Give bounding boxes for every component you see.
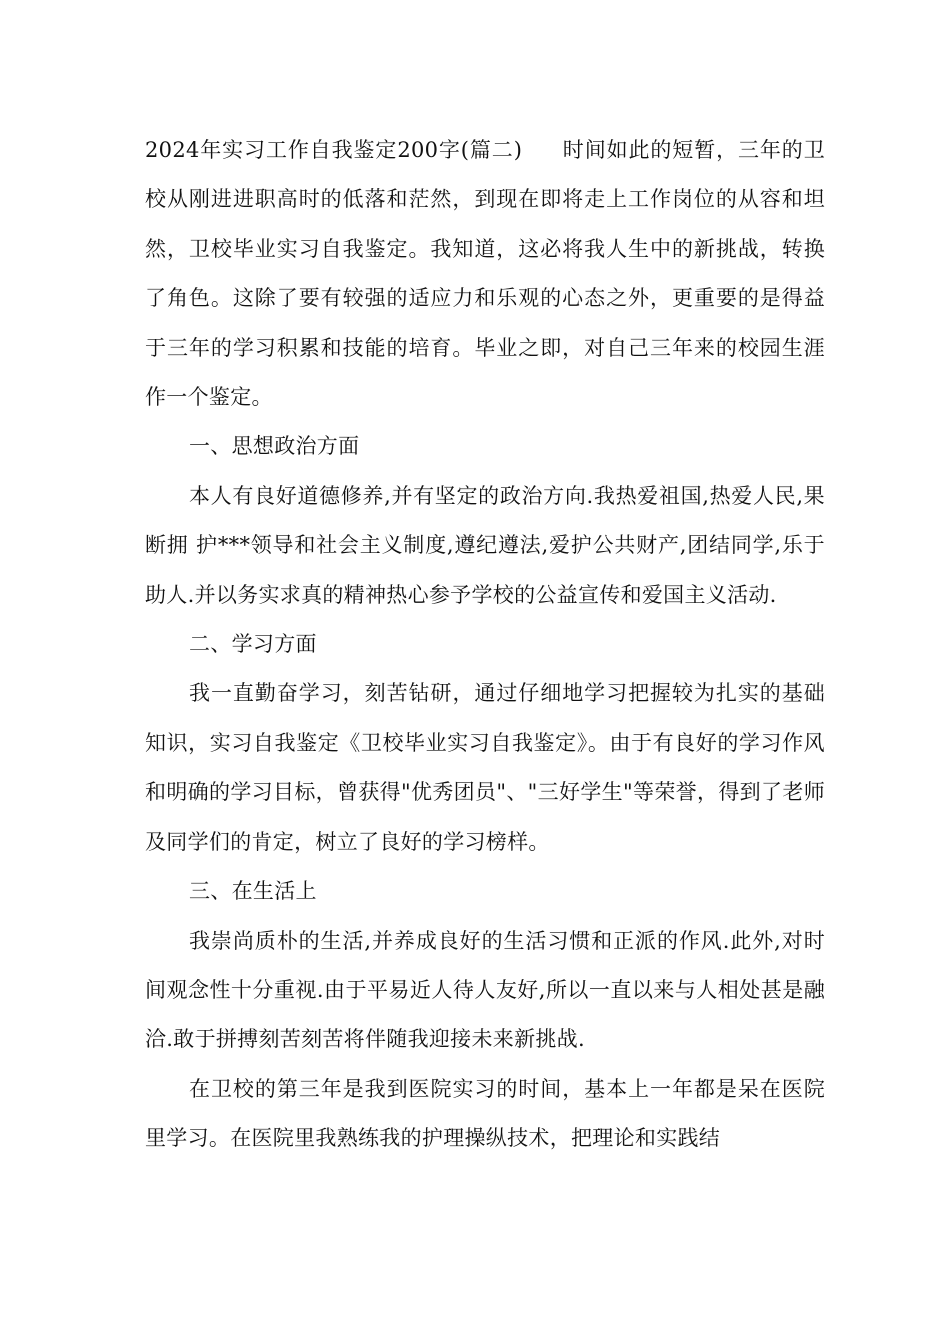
intro-paragraph [145, 126, 825, 422]
paragraph-life: 我崇尚质朴的生活,并养成良好的生活习惯和正派的作风.此外,对时间观念性十分重视.由于平易近人待人友好,所以一直以来与人相处甚是融洽.敢于拼搏刻苦刻苦将伴随我迎接未来新挑战. [145, 928, 825, 1052]
paragraph-text: 时间如此的短暂，三年的卫校从刚进进职高时的低落和茫然，到现在即将走上工作岗位的从容和坦然，卫校毕业实习自我鉴定。我知道，这必将我人生中的新挑战，转换了角色。这除了要有较强的适应力和乐观的心态之外，更重要的是得益于三年的学习积累和技能的培育。毕业之即，对自己三年来的校园生涯作一个鉴定。 [145, 138, 825, 410]
paragraph-internship: 在卫校的第三年是我到医院实习的时间，基本上一年都是呆在医院里学习。在医院里我熟练我的护理操纵技术，把理论和实践结 [145, 1076, 825, 1151]
paragraph-study: 我一直勤奋学习，刻苦钻研，通过仔细地学习把握较为扎实的基础知识，实习自我鉴定《卫校毕业实习自我鉴定》。由于有良好的学习作风和明确的学习目标，曾获得"优秀团员"、"三好学生"等荣誉，得到了老师及同学们的肯定，树立了良好的学习榜样。 [145, 681, 825, 854]
paragraph-politics: 本人有良好道德修养,并有坚定的政治方向.我热爱祖国,热爱人民,果断拥 护***领导和社会主义制度,遵纪遵法,爱护公共财产,团结同学,乐于助人.并以务实求真的精神热心参予学校的公益宣传和爱国主义活动. [145, 483, 825, 607]
section-heading-life: 三、在生活上 [189, 879, 317, 904]
section-heading-study: 二、学习方面 [189, 632, 317, 657]
document-body [145, 126, 825, 1164]
section-heading-politics: 一、思想政治方面 [189, 434, 360, 459]
document-title: 2024年实习工作自我鉴定200字(篇二) [145, 138, 523, 162]
